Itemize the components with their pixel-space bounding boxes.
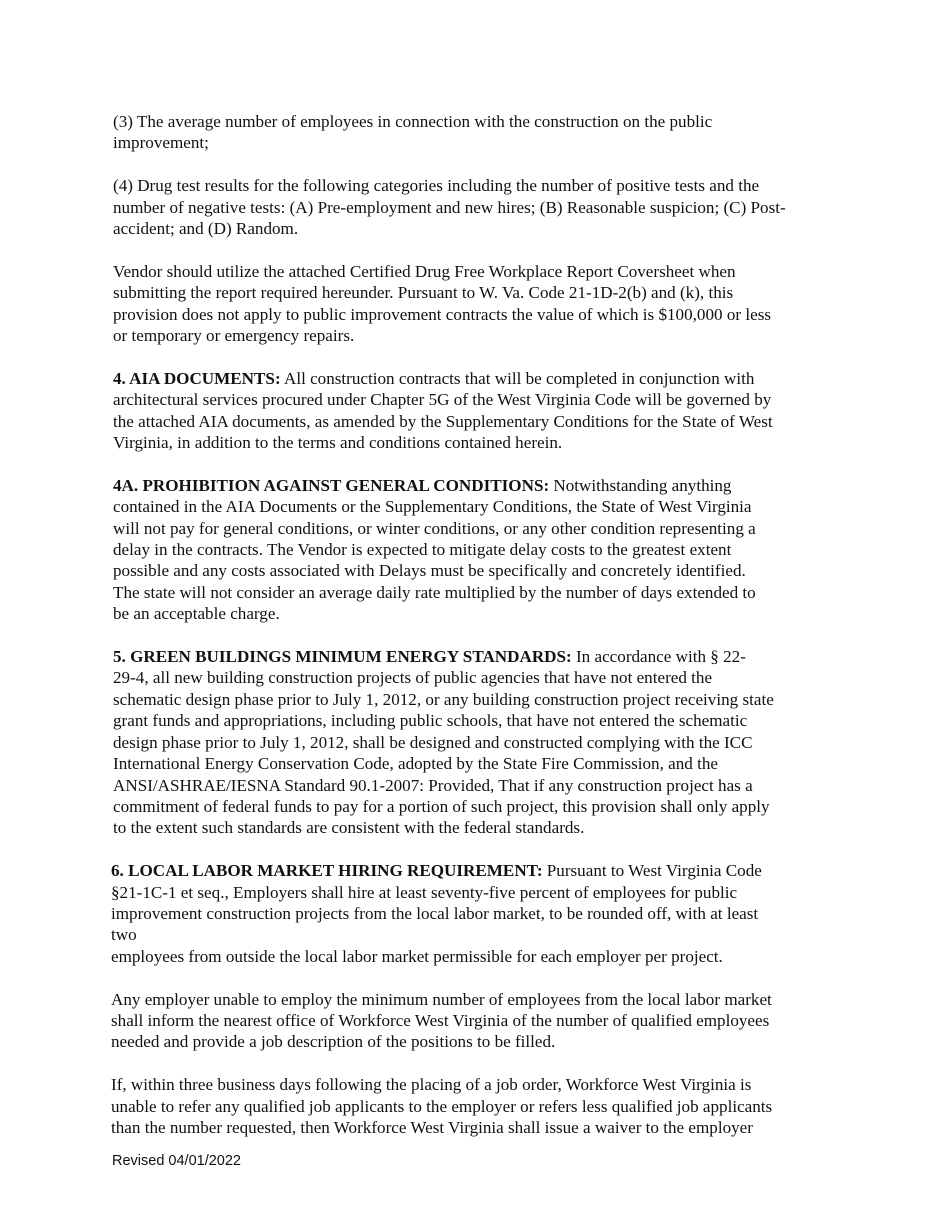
text-line: contained in the AIA Documents or the Supplementary Conditions, the State of West Virginia bbox=[113, 497, 752, 517]
revision-date-footer: Revised 04/01/2022 bbox=[112, 1153, 241, 1169]
text-line: number of negative tests: (A) Pre-employment and new hires; (B) Reasonable suspicion; (C) Post- bbox=[113, 197, 786, 217]
text-line: possible and any costs associated with Delays must be specifically and concretely identified. bbox=[113, 561, 746, 581]
text-line: will not pay for general conditions, or winter conditions, or any other condition representing a bbox=[113, 518, 756, 538]
section-local-labor-market bbox=[111, 860, 853, 967]
text-line: improvement construction projects from the local labor market, to be rounded off, with at least bbox=[111, 903, 759, 923]
text-line: schematic design phase prior to July 1, 2012, or any building construction project receiving state bbox=[113, 689, 774, 709]
paragraph-item-3 bbox=[113, 111, 853, 154]
text-line: two bbox=[111, 925, 137, 945]
text-line: §21-1C-1 et seq., Employers shall hire at least seventy-five percent of employees for public bbox=[111, 882, 738, 902]
text-line: commitment of federal funds to pay for a portion of such project, this provision shall only apply bbox=[113, 796, 770, 816]
text-line: (3) The average number of employees in connection with the construction on the public bbox=[113, 112, 713, 131]
text-line: accident; and (D) Random. bbox=[113, 219, 299, 239]
text-line: ANSI/ASHRAE/IESNA Standard 90.1-2007: Provided, That if any construction project has a bbox=[113, 775, 753, 795]
text-line: than the number requested, then Workforce West Virginia shall issue a waiver to the employer bbox=[111, 1117, 753, 1137]
text-line bbox=[113, 646, 853, 667]
section-intro-text: All construction contracts that will be completed in conjunction with bbox=[280, 368, 755, 388]
text-line: be an acceptable charge. bbox=[113, 604, 280, 624]
text-line: design phase prior to July 1, 2012, shall be designed and constructed complying with the ICC bbox=[113, 732, 753, 752]
text-line: employees from outside the local labor market permissible for each employer per project. bbox=[111, 946, 723, 966]
paragraph-waiver bbox=[111, 1074, 853, 1138]
text-line: or temporary or emergency repairs. bbox=[113, 326, 355, 346]
paragraph-vendor-coversheet bbox=[113, 261, 853, 347]
text-line: submitting the report required hereunder. Pursuant to W. Va. Code 21-1D-2(b) and (k), this bbox=[113, 283, 734, 303]
text-line: provision does not apply to public improvement contracts the value of which is $100,000 or less bbox=[113, 304, 771, 324]
text-line: (4) Drug test results for the following categories including the number of positive tests and the bbox=[113, 176, 760, 196]
text-line: improvement; bbox=[113, 133, 209, 153]
text-line bbox=[113, 475, 853, 496]
section-intro-text: Notwithstanding anything bbox=[549, 475, 732, 495]
text-line: Vendor should utilize the attached Certified Drug Free Workplace Report Coversheet when bbox=[113, 261, 736, 281]
text-line: to the extent such standards are consistent with the federal standards. bbox=[113, 818, 585, 838]
paragraph-item-4 bbox=[113, 175, 853, 239]
text-line: grant funds and appropriations, including public schools, that have not entered the schematic bbox=[113, 711, 748, 731]
section-intro-text: In accordance with § 22- bbox=[571, 647, 746, 667]
text-line bbox=[113, 368, 853, 389]
document-body bbox=[113, 111, 853, 1160]
text-line: Virginia, in addition to the terms and conditions contained herein. bbox=[113, 433, 563, 453]
text-line: Any employer unable to employ the minimum number of employees from the local labor market bbox=[111, 989, 772, 1009]
section-heading: 6. LOCAL LABOR MARKET HIRING REQUIREMENT: bbox=[111, 861, 543, 881]
section-heading: 4. AIA DOCUMENTS: bbox=[113, 368, 281, 388]
text-line: unable to refer any qualified job applicants to the employer or refers less qualified job applicants bbox=[111, 1096, 773, 1116]
text-line: needed and provide a job description of the positions to be filled. bbox=[111, 1032, 556, 1052]
section-aia-documents bbox=[113, 368, 853, 454]
text-line: the attached AIA documents, as amended by the Supplementary Conditions for the State of West bbox=[113, 411, 773, 431]
section-heading: 4A. PROHIBITION AGAINST GENERAL CONDITIONS: bbox=[113, 475, 550, 495]
text-line: If, within three business days following the placing of a job order, Workforce West Virginia is bbox=[111, 1075, 752, 1095]
text-line: delay in the contracts. The Vendor is expected to mitigate delay costs to the greatest extent bbox=[113, 540, 732, 560]
paragraph-employer-unable bbox=[111, 989, 853, 1053]
section-green-buildings bbox=[113, 646, 853, 839]
text-line: architectural services procured under Chapter 5G of the West Virginia Code will be governed by bbox=[113, 390, 772, 410]
section-heading: 5. GREEN BUILDINGS MINIMUM ENERGY STANDARDS: bbox=[113, 647, 572, 667]
text-line: shall inform the nearest office of Workforce West Virginia of the number of qualified employees bbox=[111, 1010, 770, 1030]
section-intro-text: Pursuant to West Virginia Code bbox=[542, 861, 762, 881]
section-prohibition-general-conditions bbox=[113, 475, 853, 625]
text-line: 29-4, all new building construction projects of public agencies that have not entered the bbox=[113, 668, 713, 688]
text-line: International Energy Conservation Code, adopted by the State Fire Commission, and the bbox=[113, 754, 718, 774]
text-line: The state will not consider an average daily rate multiplied by the number of days extended to bbox=[113, 582, 756, 602]
text-line bbox=[111, 860, 853, 881]
